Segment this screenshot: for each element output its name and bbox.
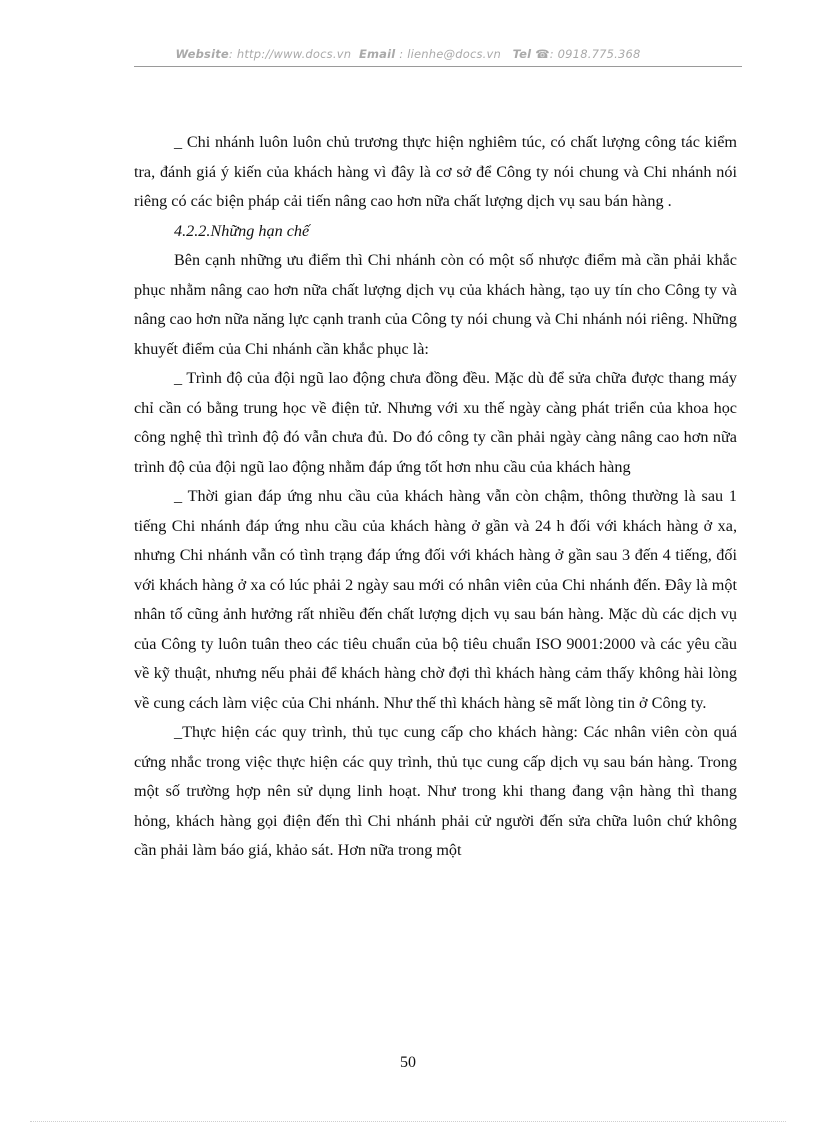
section-heading: 4.2.2.Những hạn chế — [174, 221, 310, 240]
page-number: 50 — [400, 1054, 416, 1071]
document-body — [134, 128, 737, 866]
page-header — [0, 47, 816, 61]
body-paragraph: _ Thời gian đáp ứng nhu cầu của khách hàng vẫn còn chậm, thông thường là sau 1 tiếng Chi nhánh đáp ứng nhu cầu của khách hàng ở gần và 24 h đối với khách hàng ở xa, nhưng Chi nhánh vẫn có tình trạng đáp ứng đối với khách hàng ở gần sau 3 đến 4 tiếng, đối với khách hàng ở xa có lúc phải 2 ngày sau mới có nhân viên của Chi nhánh đến. Đây là một nhân tố cũng ảnh hưởng rất nhiều đến chất lượng dịch vụ sau bán hàng. Mặc dù các dịch vụ của Công ty luôn tuân theo các tiêu chuẩn của bộ tiêu chuẩn ISO 9001:2000 và các yêu cầu về kỹ thuật, nhưng nếu phải để khách hàng chờ đợi thì khách hàng cảm thấy không hài lòng về cung cách làm việc của Chi nhánh. Như thế thì khách hàng sẽ mất lòng tin ở Công ty. — [134, 487, 737, 712]
tel-value: : 0918.775.368 — [549, 47, 641, 61]
email-value: : lienhe@docs.vn — [399, 47, 502, 61]
tel-label: Tel — [512, 47, 532, 61]
phone-icon: ☎ — [535, 47, 550, 61]
website-label: Website — [175, 47, 229, 61]
email-label: Email — [358, 47, 396, 61]
body-paragraph: _ Chi nhánh luôn luôn chủ trương thực hiện nghiêm túc, có chất lượng công tác kiểm tra, đánh giá ý kiến của khách hàng vì đây là cơ sở để Công ty nói chung và Chi nhánh nói riêng có các biện pháp cải tiến nâng cao hơn nữa chất lượng dịch vụ sau bán hàng . — [134, 133, 737, 210]
body-paragraph: _ Trình độ của đội ngũ lao động chưa đồng đều. Mặc dù để sửa chữa được thang máy chỉ cần có bằng trung học về điện tử. Nhưng với xu thế ngày càng phát triển của khoa học công nghệ thì trình độ đó vẫn chưa đủ. Do đó công ty cần phải ngày càng nâng cao hơn nữa trình độ của đội ngũ lao động nhằm đáp ứng tốt hơn nhu cầu của khách hàng — [134, 369, 737, 476]
body-paragraph: Bên cạnh những ưu điểm thì Chi nhánh còn có một số nhược điểm mà cần phải khắc phục nhằm nâng cao hơn nữa chất lượng dịch vụ của khách hàng, tạo uy tín cho Công ty và nâng cao hơn nữa năng lực cạnh tranh của Công ty nói chung và Chi nhánh nói riêng. Những khuyết điểm của Chi nhánh cần khắc phục là: — [134, 251, 737, 358]
body-paragraph: _Thực hiện các quy trình, thủ tục cung cấp cho khách hàng: Các nhân viên còn quá cứng nhắc trong việc thực hiện các quy trình, thủ tục cung cấp dịch vụ sau bán hàng. Trong một số trường hợp nên sử dụng linh hoạt. Như trong khi thang đang vận hàng thì thang hỏng, khách hàng gọi điện đến thì Chi nhánh phải cử người đến sửa chữa luôn chứ không cần phải làm báo giá, khảo sát. Hơn nữa trong một — [134, 723, 737, 859]
website-value: : http://www.docs.vn — [228, 47, 352, 61]
header-divider — [134, 66, 742, 67]
page-bottom-divider — [30, 1121, 786, 1122]
